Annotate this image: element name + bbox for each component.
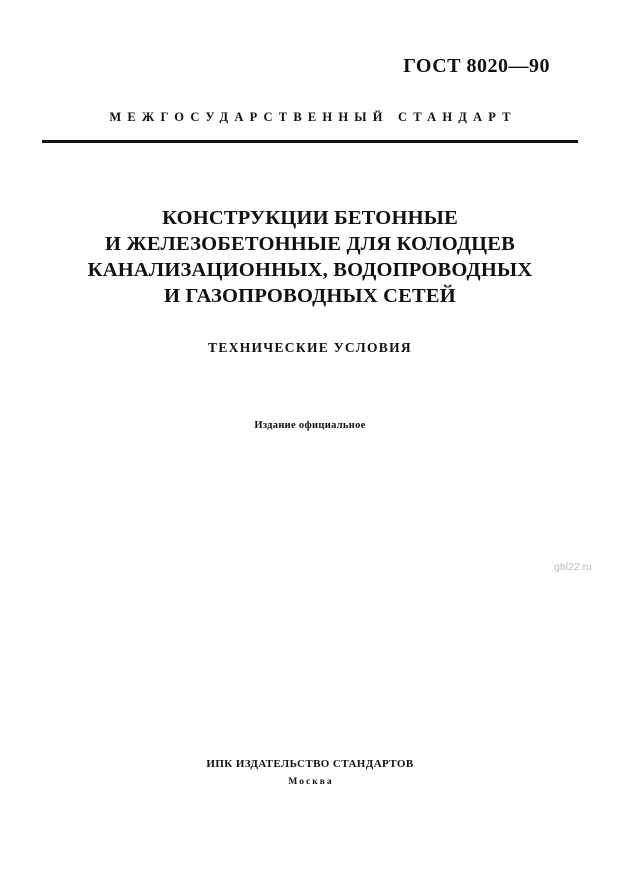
title-line-3: КАНАЛИЗАЦИОННЫХ, ВОДОПРОВОДНЫХ xyxy=(87,259,533,281)
document-subtitle: ТЕХНИЧЕСКИЕ УСЛОВИЯ xyxy=(208,340,412,355)
title-line-2: И ЖЕЛЕЗОБЕТОННЫЕ ДЛЯ КОЛОДЦЕВ xyxy=(104,233,516,255)
title-line-1: КОНСТРУКЦИИ БЕТОННЫЕ xyxy=(162,207,458,229)
publisher-city: Москва xyxy=(288,777,334,787)
horizontal-rule xyxy=(42,140,578,143)
standard-type-heading: МЕЖГОСУДАРСТВЕННЫЙ СТАНДАРТ xyxy=(109,110,517,124)
standard-code: ГОСТ 8020—90 xyxy=(403,55,550,77)
page-title xyxy=(60,205,560,309)
edition-note: Издание официальное xyxy=(254,420,366,431)
title-line-4: И ГАЗОПРОВОДНЫХ СЕТЕЙ xyxy=(164,285,456,307)
publisher-name: ИПК ИЗДАТЕЛЬСТВО СТАНДАРТОВ xyxy=(206,758,414,770)
watermark-label: gbl22.ru xyxy=(554,562,592,573)
